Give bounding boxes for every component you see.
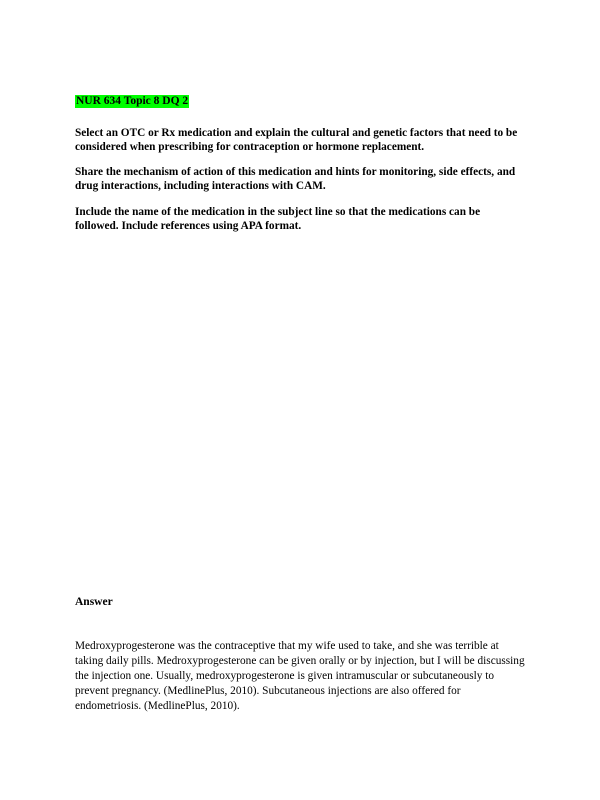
prompt-paragraph: Select an OTC or Rx medication and explain the cultural and genetic factors that need to be considered when prescribing for contraception or hormone replacement. bbox=[75, 127, 518, 153]
prompt-paragraph: Include the name of the medication in the subject line so that the medications can be followed. Include references using APA format. bbox=[75, 206, 481, 232]
answer-heading: Answer bbox=[75, 596, 113, 608]
document-title: NUR 634 Topic 8 DQ 2 bbox=[76, 95, 189, 107]
prompt-paragraph: Share the mechanism of action of this medication and hints for monitoring, side effects, and drug interactions, including interactions with CAM. bbox=[75, 166, 516, 192]
answer-body: Medroxyprogesterone was the contraceptive that my wife used to take, and she was terrible at taking daily pills. Medroxyprogesterone can be given orally or by injection, but I will be discussing the injection one. Usually, medroxyprogesterone is given intramuscular or subcutaneously to prevent pregnancy. (MedlinePlus, 2010). Subcutaneous injections are also offered for endometriosis. (MedlinePlus, 2010). bbox=[75, 640, 525, 712]
